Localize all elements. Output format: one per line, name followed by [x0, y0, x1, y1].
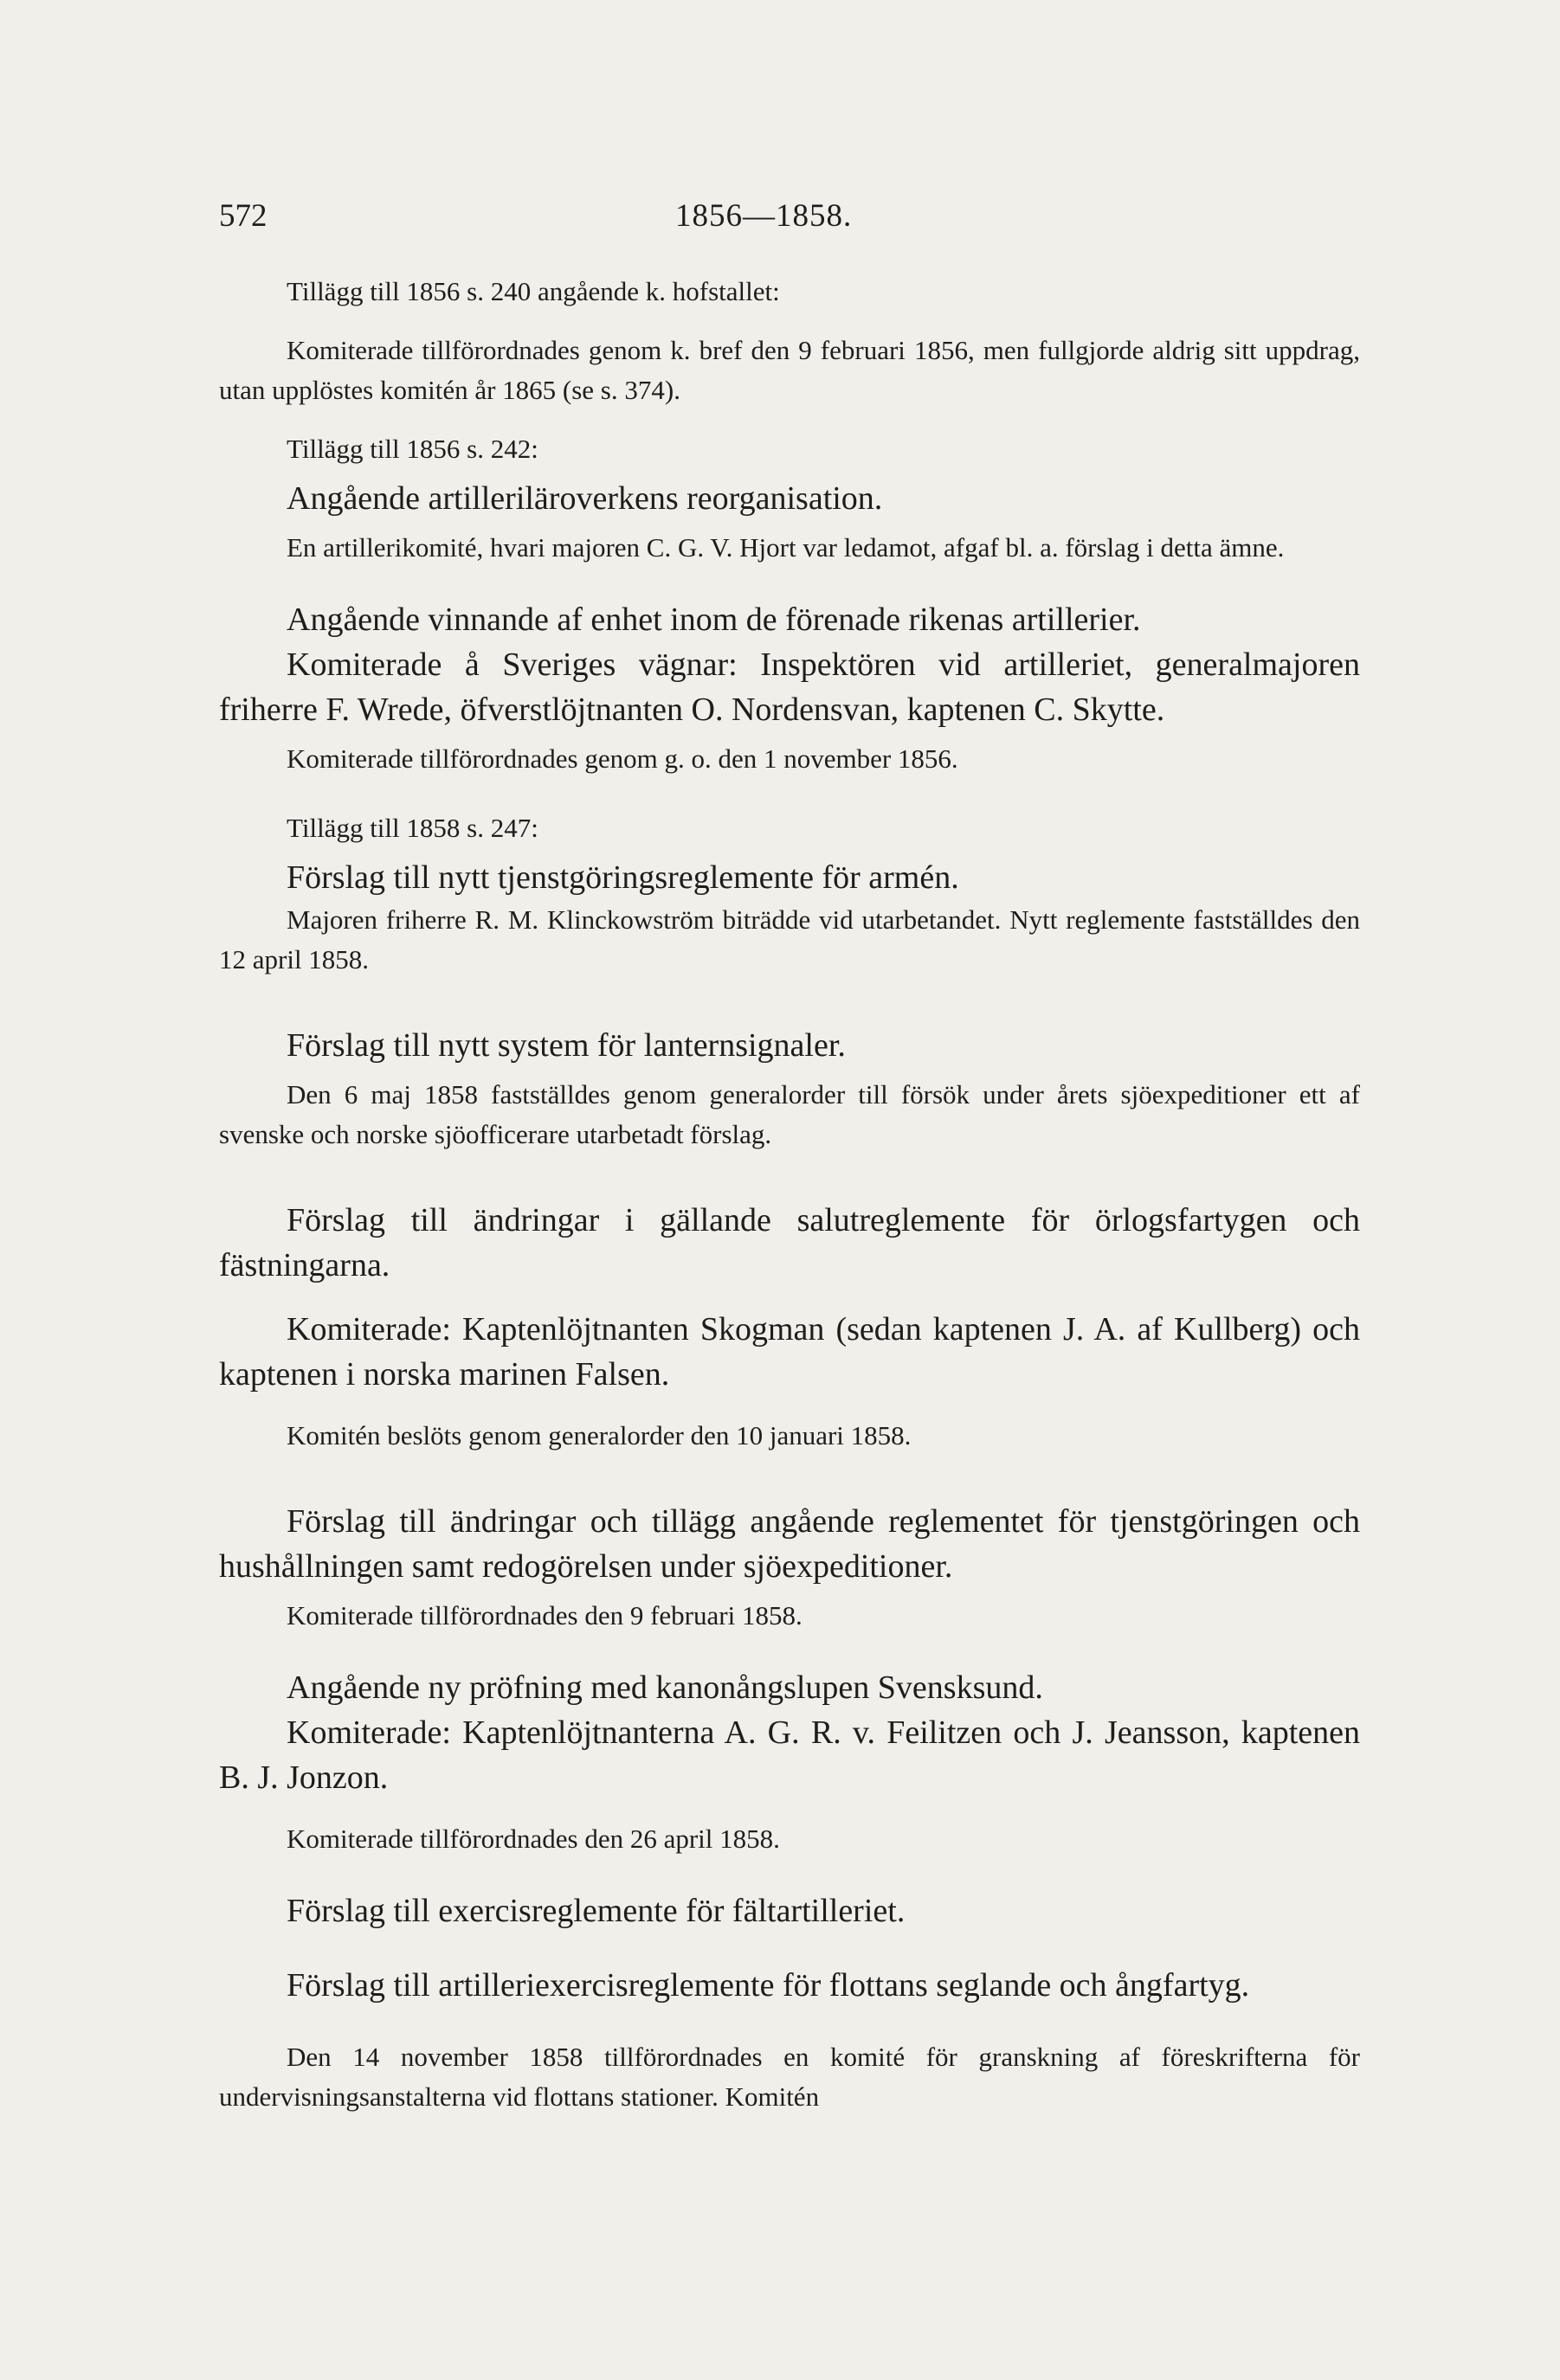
section-heading: Angående vinnande af enhet inom de förenade rikenas artillerier.: [287, 601, 1141, 638]
running-head: 1856—1858.: [675, 198, 853, 234]
committee-note: Komitén beslöts genom generalorder den 10 januari 1858.: [287, 1420, 912, 1451]
committee-note: Komiterade tillförordnades den 9 februari 1858.: [287, 1600, 803, 1631]
committee-note: Komiterade tillförordnades genom k. bref den 9 februari 1856, men fullgjorde aldrig sitt uppdrag, utan upplöstes komitén år 1865 (se s. 374).: [219, 335, 1360, 405]
section-heading: Förslag till nytt tjenstgöringsreglemente för armén.: [287, 859, 959, 896]
committee-note: Komiterade tillförordnades den 26 april 1858.: [287, 1824, 780, 1854]
section-heading: Angående ny pröfning med kanonångslupen Svensksund.: [287, 1669, 1043, 1706]
committee-note: Majoren friherre R. M. Klinckowström biträdde vid utarbetandet. Nytt reglemente fastställdes den 12 april 1858.: [219, 904, 1360, 975]
section-heading: Förslag till artilleriexercisreglemente för flottans seglande och ångfartyg.: [287, 1967, 1250, 2004]
section-heading: Angående artilleriläroverkens reorganisation.: [287, 480, 883, 517]
committee-note: Den 6 maj 1858 fastställdes genom generalorder till försök under årets sjöexpeditioner ett af svenske och norske sjöofficerare utarbetadt förslag.: [219, 1079, 1360, 1149]
section-heading: Förslag till ändringar och tillägg angående reglementet för tjenstgöringen och hushållningen samt redogörelsen under sjöexpeditioner.: [219, 1503, 1360, 1585]
committee-members: Komiterade: Kaptenlöjtnanten Skogman (sedan kaptenen J. A. af Kullberg) och kaptenen i norska marinen Falsen.: [219, 1311, 1360, 1393]
committee-members: Komiterade å Sveriges vägnar: Inspektören vid artilleriet, generalmajoren friherre F. Wrede, öfverstlöjtnanten O. Nordensvan, kaptenen C. Skytte.: [219, 646, 1360, 728]
committee-note: En artillerikomité, hvari majoren C. G. V. Hjort var ledamot, afgaf bl. a. förslag i detta ämne.: [287, 532, 1285, 563]
page-number: 572: [219, 198, 268, 234]
supplement-note: Tillägg till 1856 s. 242:: [287, 434, 538, 464]
committee-note: Den 14 november 1858 tillförordnades en komité för granskning af föreskrifterna för undervisningsanstalterna vid flottans stationer. Komitén: [219, 2042, 1360, 2112]
section-heading: Förslag till ändringar i gällande salutreglemente för örlogsfartygen och fästningarna.: [219, 1202, 1360, 1283]
committee-members: Komiterade: Kaptenlöjtnanterna A. G. R. v. Feilitzen och J. Jeansson, kaptenen B. J. Jonzon.: [219, 1714, 1360, 1796]
page-header: [0, 197, 1560, 241]
supplement-note: Tillägg till 1856 s. 240 angående k. hofstallet:: [287, 276, 780, 306]
section-heading: Förslag till exercisreglemente för fältartilleriet.: [287, 1893, 906, 1929]
supplement-note: Tillägg till 1858 s. 247:: [287, 813, 538, 843]
page-body: [219, 272, 1360, 2117]
committee-note: Komiterade tillförordnades genom g. o. den 1 november 1856.: [287, 743, 958, 774]
section-heading: Förslag till nytt system för lanternsignaler.: [287, 1027, 846, 1064]
